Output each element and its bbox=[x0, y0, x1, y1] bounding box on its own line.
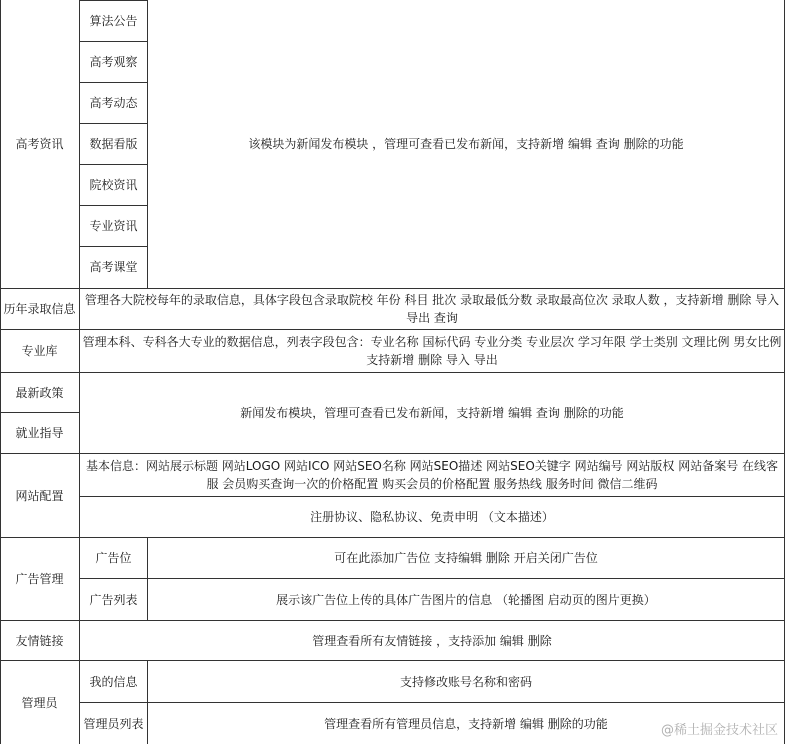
admin-item: 我的信息 bbox=[89, 674, 138, 689]
gaokao-item: 数据看版 bbox=[89, 136, 138, 151]
config-basic-info: 基本信息：网站展示标题 网站LOGO 网站ICO 网站SEO名称 网站SEO描述 网站SEO关键字 网站编号 网站版权 网站备案号 在线客服 会员购买查询一次的价格配置 购买会员的价格配置 服务热线 服务时间 微信二维码 bbox=[85, 459, 779, 491]
watermark: @稀土掘金技术社区 bbox=[660, 723, 778, 738]
section-label-config: 网站配置 bbox=[15, 488, 64, 503]
section-label-policy: 最新政策 bbox=[15, 385, 64, 400]
gaokao-item: 高考动态 bbox=[89, 95, 138, 110]
gaokao-item: 高考课堂 bbox=[89, 260, 138, 274]
ads-item-description: 展示该广告位上传的具体广告图片的信息 （轮播图 启动页的图片更换） bbox=[276, 592, 656, 607]
history-description: 管理各大院校每年的录取信息，具体字段包含录取院校 年份 科目 批次 录取最低分数 录取最高位次 录取人数 ，支持新增 删除 导入 导出 查询 bbox=[84, 293, 780, 325]
links-description: 管理查看所有友情链接 ，支持添加 编辑 删除 bbox=[312, 633, 552, 648]
ads-item: 广告位 bbox=[95, 551, 132, 565]
admin-item-description: 支持修改账号名称和密码 bbox=[399, 674, 532, 689]
gaokao-item: 院校资讯 bbox=[89, 177, 138, 192]
section-label-major: 专业库 bbox=[21, 344, 58, 358]
section-label-links: 友情链接 bbox=[15, 633, 64, 648]
major-description: 管理本科、专科各大专业的数据信息，列表字段包含：专业名称 国标代码 专业分类 专业层次 学习年限 学士类别 文理比例 男女比例 支持新增 删除 导入 导出 bbox=[82, 335, 782, 367]
section-label-career: 就业指导 bbox=[15, 426, 64, 440]
admin-item: 管理员列表 bbox=[83, 716, 144, 731]
gaokao-description: 该模块为新闻发布模块 ，管理可查看已发布新闻，支持新增 编辑 查询 删除的功能 bbox=[248, 137, 684, 151]
ads-item: 广告列表 bbox=[89, 592, 138, 607]
section-label-ads: 广告管理 bbox=[15, 572, 64, 586]
gaokao-item: 专业资讯 bbox=[89, 218, 138, 233]
gaokao-item: 算法公告 bbox=[89, 13, 138, 28]
section-label-admin: 管理员 bbox=[21, 695, 58, 710]
config-agreements: 注册协议、隐私协议、免责申明 （文本描述） bbox=[310, 510, 554, 524]
news-description: 新闻发布模块，管理可查看已发布新闻，支持新增 编辑 查询 删除的功能 bbox=[240, 406, 624, 420]
section-label-history: 历年录取信息 bbox=[3, 302, 76, 316]
gaokao-item: 高考观察 bbox=[89, 54, 138, 69]
ads-item-description: 可在此添加广告位 支持编辑 删除 开启关闭广告位 bbox=[334, 551, 598, 565]
section-label-gaokao: 高考资讯 bbox=[15, 137, 64, 151]
admin-item-description: 管理查看所有管理员信息，支持新增 编辑 删除的功能 bbox=[324, 716, 608, 731]
